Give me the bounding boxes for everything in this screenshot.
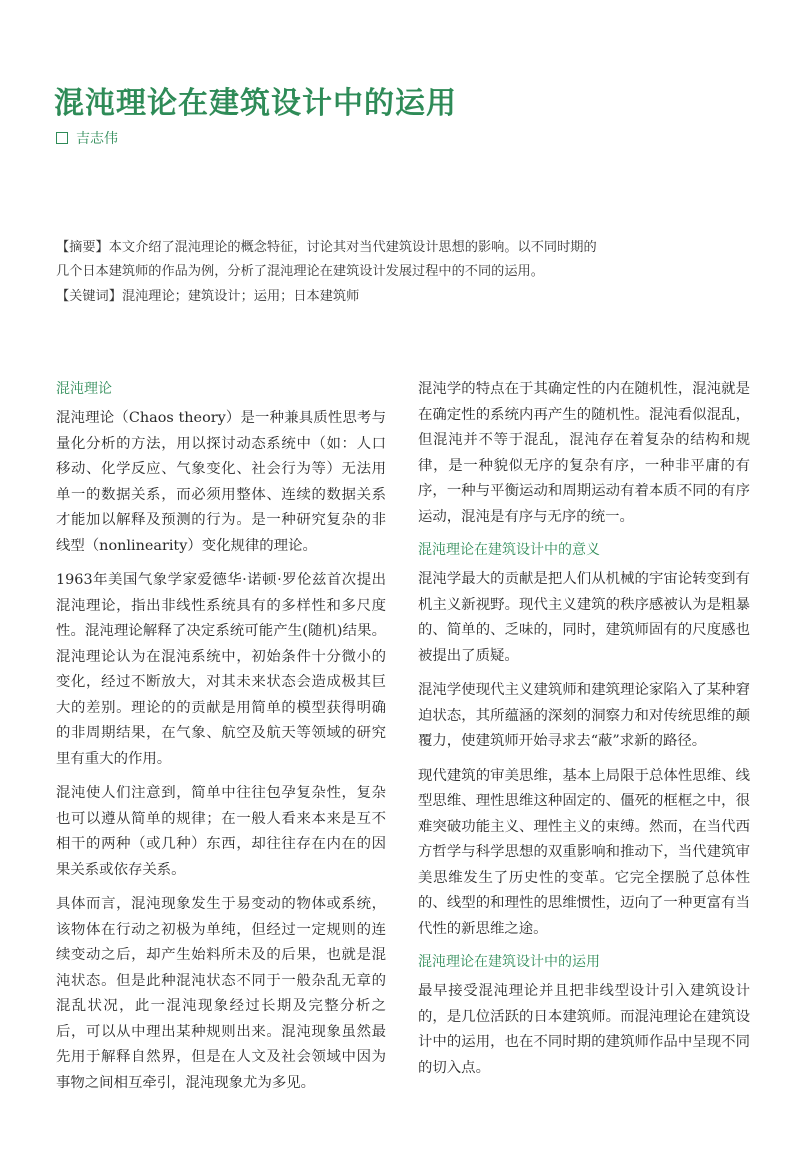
section-heading-chaos-theory: 混沌理论 bbox=[56, 381, 112, 397]
body-paragraph: 1963年美国气象学家爱德华·诺顿·罗伦兹首次提出混沌理论，指出非线性系统具有的多样性和多尺度性。混沌理论解释了决定系统可能产生(随机)结果。混沌理论认为在混沌系统中，初始条件十分微小的变化，经过不断放大，对其未来状态会造成极其巨大的差别。理论的的贡献是用简单的模型获得明确的非周期结果，在气象、航空及航天等领域的研究里有重大的作用。 bbox=[56, 572, 386, 767]
square-bullet-icon bbox=[56, 132, 68, 144]
section-heading-significance: 混沌理论在建筑设计中的意义 bbox=[418, 542, 600, 558]
abstract-block bbox=[56, 236, 601, 309]
article-title: 混沌理论在建筑设计中的运用 bbox=[54, 86, 457, 121]
author-name: 吉志伟 bbox=[76, 131, 118, 147]
body-paragraph: 混沌学的特点在于其确定性的内在随机性，混沌就是在确定性的系统内再产生的随机性。混沌看似混乱，但混沌并不等于混乱，混沌存在着复杂的结构和规律，是一种貌似无序的复杂有序，一种非平庸的有序，一种与平衡运动和周期运动有着本质不同的有序运动，混沌是有序与无序的统一。 bbox=[418, 381, 750, 525]
body-paragraph: 最早接受混沌理论并且把非线型设计引入建筑设计的，是几位活跃的日本建筑师。而混沌理论在建筑设计中的运用，也在不同时期的建筑师作品中呈现不同的切入点。 bbox=[418, 983, 750, 1076]
body-paragraph: 现代建筑的审美思维，基本上局限于总体性思维、线型思维、理性思维这种固定的、僵死的框框之中，很难突破功能主义、理性主义的束缚。然而，在当代西方哲学与科学思想的双重影响和推动下，当代建筑审美思维发生了历史性的变革。它完全摆脱了总体性的、线型的和理性的思维惯性，迈向了一种更富有当代性的新思维之途。 bbox=[418, 767, 750, 937]
keywords-text: 混沌理论；建筑设计；运用；日本建筑师 bbox=[121, 289, 360, 304]
body-paragraph: 混沌学最大的贡献是把人们从机械的宇宙论转变到有机主义新视野。现代主义建筑的秩序感被认为是粗暴的、简单的、乏味的，同时，建筑师固有的尺度感也被提出了质疑。 bbox=[418, 571, 750, 664]
keywords-label: 【关键词】 bbox=[56, 289, 122, 304]
section-heading-application: 混沌理论在建筑设计中的运用 bbox=[418, 954, 600, 970]
body-paragraph: 混沌理论（Chaos theory）是一种兼具质性思考与量化分析的方法，用以探讨动态系统中（如：人口移动、化学反应、气象变化、社会行为等）无法用单一的数据关系，而必须用整体、连续的数据关系才能加以解释及预测的行为。是一种研究复杂的非线型（nonlinearity）变化规律的理论。 bbox=[56, 410, 386, 554]
abstract-paragraph bbox=[56, 236, 601, 284]
abstract-text: 本文介绍了混沌理论的概念特征，讨论其对当代建筑设计思想的影响。以不同时期的几个日本建筑师的作品为例，分析了混沌理论在建筑设计发展过程中的不同的运用。 bbox=[56, 240, 597, 279]
body-paragraph: 具体而言，混沌现象发生于易变动的物体或系统，该物体在行动之初极为单纯，但经过一定规则的连续变动之后，却产生始料所未及的后果，也就是混沌状态。但是此种混沌状态不同于一般杂乱无章的混乱状况，此一混沌现象经过长期及完整分析之后，可以从中理出某种规则出来。混沌现象虽然最先用于解释自然界，但是在人文及社会领域中因为事物之间相互牵引，混沌现象尤为多见。 bbox=[56, 896, 386, 1091]
body-paragraph: 混沌使人们注意到，简单中往往包孕复杂性，复杂也可以遵从简单的规律；在一般人看来本来是互不相干的两种（或几种）东西，却往往存在内在的因果关系或依存关系。 bbox=[56, 785, 386, 878]
abstract-label: 【摘要】 bbox=[56, 240, 109, 255]
keywords-paragraph bbox=[56, 285, 601, 309]
body-paragraph: 混沌学使现代主义建筑师和建筑理论家陷入了某种窘迫状态，其所蕴涵的深刻的洞察力和对传统思维的颠覆力，使建筑师开始寻求去“蔽”求新的路径。 bbox=[418, 682, 750, 749]
right-column bbox=[418, 377, 750, 1090]
left-column bbox=[56, 376, 386, 1105]
author-line bbox=[56, 128, 118, 148]
